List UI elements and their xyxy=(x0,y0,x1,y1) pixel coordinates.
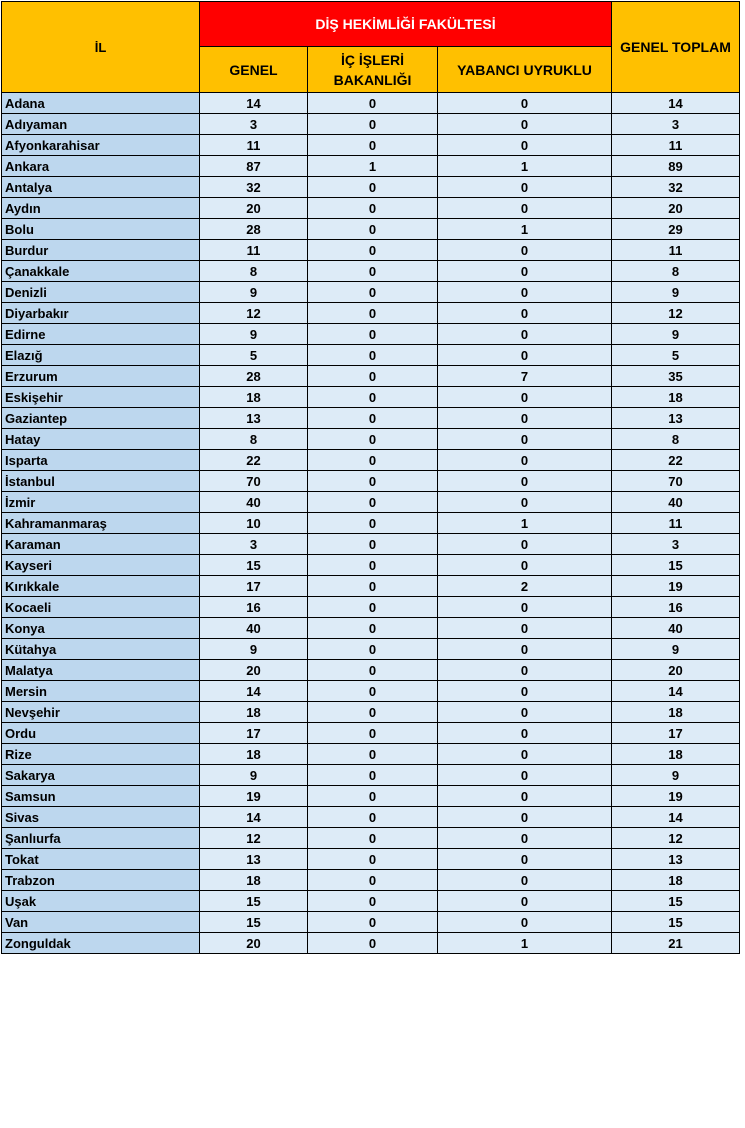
city-cell: Kayseri xyxy=(2,555,200,576)
yabanci-cell: 0 xyxy=(438,93,612,114)
genel-cell: 12 xyxy=(200,828,308,849)
genel-cell: 11 xyxy=(200,135,308,156)
table-row xyxy=(2,240,740,261)
genel-cell: 3 xyxy=(200,534,308,555)
ic-isleri-cell: 0 xyxy=(308,870,438,891)
yabanci-cell: 0 xyxy=(438,828,612,849)
ic-isleri-cell: 0 xyxy=(308,744,438,765)
genel-cell: 15 xyxy=(200,555,308,576)
genel-cell: 13 xyxy=(200,408,308,429)
yabanci-cell: 0 xyxy=(438,471,612,492)
genel-toplam-cell: 15 xyxy=(612,555,740,576)
yabanci-cell: 0 xyxy=(438,324,612,345)
genel-toplam-cell: 40 xyxy=(612,492,740,513)
table-row xyxy=(2,807,740,828)
table-row xyxy=(2,891,740,912)
city-cell: Karaman xyxy=(2,534,200,555)
genel-cell: 32 xyxy=(200,177,308,198)
table-row xyxy=(2,660,740,681)
genel-toplam-cell: 18 xyxy=(612,870,740,891)
genel-cell: 20 xyxy=(200,660,308,681)
genel-cell: 5 xyxy=(200,345,308,366)
ic-isleri-cell: 0 xyxy=(308,828,438,849)
city-cell: Ankara xyxy=(2,156,200,177)
yabanci-cell: 0 xyxy=(438,492,612,513)
genel-toplam-cell: 14 xyxy=(612,681,740,702)
city-cell: Şanlıurfa xyxy=(2,828,200,849)
city-cell: Burdur xyxy=(2,240,200,261)
genel-toplam-cell: 12 xyxy=(612,828,740,849)
genel-cell: 11 xyxy=(200,240,308,261)
city-cell: Trabzon xyxy=(2,870,200,891)
table-row xyxy=(2,114,740,135)
table-body xyxy=(2,93,740,954)
city-cell: Kahramanmaraş xyxy=(2,513,200,534)
city-cell: Afyonkarahisar xyxy=(2,135,200,156)
city-cell: Eskişehir xyxy=(2,387,200,408)
genel-cell: 40 xyxy=(200,492,308,513)
ic-isleri-cell: 0 xyxy=(308,282,438,303)
header-yabanci: YABANCI UYRUKLU xyxy=(438,47,612,93)
table-row xyxy=(2,681,740,702)
genel-cell: 14 xyxy=(200,93,308,114)
ic-isleri-cell: 0 xyxy=(308,534,438,555)
city-cell: Sivas xyxy=(2,807,200,828)
ic-isleri-cell: 1 xyxy=(308,156,438,177)
genel-toplam-cell: 40 xyxy=(612,618,740,639)
genel-cell: 28 xyxy=(200,366,308,387)
yabanci-cell: 0 xyxy=(438,114,612,135)
table-row xyxy=(2,156,740,177)
yabanci-cell: 0 xyxy=(438,450,612,471)
yabanci-cell: 1 xyxy=(438,513,612,534)
table-row xyxy=(2,744,740,765)
yabanci-cell: 0 xyxy=(438,849,612,870)
table-row xyxy=(2,870,740,891)
yabanci-cell: 0 xyxy=(438,681,612,702)
ic-isleri-cell: 0 xyxy=(308,303,438,324)
city-cell: Edirne xyxy=(2,324,200,345)
table-row xyxy=(2,933,740,954)
genel-toplam-cell: 9 xyxy=(612,639,740,660)
ic-isleri-cell: 0 xyxy=(308,807,438,828)
ic-isleri-cell: 0 xyxy=(308,240,438,261)
genel-toplam-cell: 11 xyxy=(612,240,740,261)
genel-toplam-cell: 12 xyxy=(612,303,740,324)
ic-isleri-cell: 0 xyxy=(308,660,438,681)
ic-isleri-cell: 0 xyxy=(308,723,438,744)
ic-isleri-cell: 0 xyxy=(308,576,438,597)
ic-isleri-cell: 0 xyxy=(308,933,438,954)
genel-cell: 10 xyxy=(200,513,308,534)
table-row xyxy=(2,198,740,219)
table-row xyxy=(2,303,740,324)
yabanci-cell: 0 xyxy=(438,345,612,366)
table-row xyxy=(2,513,740,534)
genel-toplam-cell: 8 xyxy=(612,261,740,282)
ic-isleri-cell: 0 xyxy=(308,261,438,282)
ic-isleri-cell: 0 xyxy=(308,891,438,912)
genel-toplam-cell: 18 xyxy=(612,744,740,765)
city-cell: Tokat xyxy=(2,849,200,870)
table-row xyxy=(2,324,740,345)
city-cell: Nevşehir xyxy=(2,702,200,723)
city-cell: Sakarya xyxy=(2,765,200,786)
yabanci-cell: 0 xyxy=(438,912,612,933)
yabanci-cell: 0 xyxy=(438,660,612,681)
city-cell: Adıyaman xyxy=(2,114,200,135)
ic-isleri-cell: 0 xyxy=(308,786,438,807)
genel-toplam-cell: 32 xyxy=(612,177,740,198)
genel-cell: 9 xyxy=(200,765,308,786)
genel-toplam-cell: 16 xyxy=(612,597,740,618)
genel-toplam-cell: 89 xyxy=(612,156,740,177)
city-cell: Erzurum xyxy=(2,366,200,387)
header-faculty: DİŞ HEKİMLİĞİ FAKÜLTESİ xyxy=(200,2,612,47)
genel-cell: 12 xyxy=(200,303,308,324)
table-row xyxy=(2,135,740,156)
genel-toplam-cell: 20 xyxy=(612,660,740,681)
table-row xyxy=(2,282,740,303)
genel-cell: 20 xyxy=(200,198,308,219)
yabanci-cell: 1 xyxy=(438,156,612,177)
genel-cell: 13 xyxy=(200,849,308,870)
header-ic-isleri: İÇ İŞLERİ BAKANLIĞI xyxy=(308,47,438,93)
yabanci-cell: 0 xyxy=(438,807,612,828)
ic-isleri-cell: 0 xyxy=(308,366,438,387)
table-row xyxy=(2,555,740,576)
table-row xyxy=(2,765,740,786)
genel-cell: 70 xyxy=(200,471,308,492)
genel-toplam-cell: 21 xyxy=(612,933,740,954)
ic-isleri-cell: 0 xyxy=(308,450,438,471)
table-row xyxy=(2,366,740,387)
header-genel-toplam: GENEL TOPLAM xyxy=(612,2,740,93)
city-cell: Adana xyxy=(2,93,200,114)
ic-isleri-cell: 0 xyxy=(308,177,438,198)
genel-toplam-cell: 18 xyxy=(612,387,740,408)
table-row xyxy=(2,786,740,807)
genel-cell: 28 xyxy=(200,219,308,240)
ic-isleri-cell: 0 xyxy=(308,345,438,366)
yabanci-cell: 0 xyxy=(438,303,612,324)
table-row xyxy=(2,219,740,240)
header-il: İL xyxy=(2,2,200,93)
ic-isleri-cell: 0 xyxy=(308,681,438,702)
genel-toplam-cell: 15 xyxy=(612,912,740,933)
table-row xyxy=(2,177,740,198)
yabanci-cell: 0 xyxy=(438,198,612,219)
genel-toplam-cell: 13 xyxy=(612,849,740,870)
genel-toplam-cell: 11 xyxy=(612,513,740,534)
genel-cell: 9 xyxy=(200,324,308,345)
city-cell: İzmir xyxy=(2,492,200,513)
yabanci-cell: 0 xyxy=(438,261,612,282)
genel-toplam-cell: 3 xyxy=(612,534,740,555)
city-cell: Samsun xyxy=(2,786,200,807)
yabanci-cell: 0 xyxy=(438,639,612,660)
table-row xyxy=(2,534,740,555)
ic-isleri-cell: 0 xyxy=(308,912,438,933)
genel-cell: 15 xyxy=(200,912,308,933)
ic-isleri-cell: 0 xyxy=(308,597,438,618)
city-cell: Ordu xyxy=(2,723,200,744)
dental-faculty-table xyxy=(1,1,740,954)
yabanci-cell: 0 xyxy=(438,702,612,723)
ic-isleri-cell: 0 xyxy=(308,135,438,156)
yabanci-cell: 0 xyxy=(438,765,612,786)
genel-cell: 8 xyxy=(200,429,308,450)
city-cell: Van xyxy=(2,912,200,933)
genel-toplam-cell: 3 xyxy=(612,114,740,135)
genel-cell: 18 xyxy=(200,702,308,723)
genel-toplam-cell: 14 xyxy=(612,93,740,114)
genel-toplam-cell: 20 xyxy=(612,198,740,219)
yabanci-cell: 0 xyxy=(438,723,612,744)
genel-toplam-cell: 9 xyxy=(612,324,740,345)
genel-toplam-cell: 9 xyxy=(612,282,740,303)
table-row xyxy=(2,387,740,408)
ic-isleri-cell: 0 xyxy=(308,387,438,408)
ic-isleri-cell: 0 xyxy=(308,219,438,240)
genel-cell: 14 xyxy=(200,807,308,828)
header-genel: GENEL xyxy=(200,47,308,93)
genel-toplam-cell: 5 xyxy=(612,345,740,366)
ic-isleri-cell: 0 xyxy=(308,702,438,723)
ic-isleri-cell: 0 xyxy=(308,492,438,513)
city-cell: Çanakkale xyxy=(2,261,200,282)
yabanci-cell: 0 xyxy=(438,786,612,807)
ic-isleri-cell: 0 xyxy=(308,765,438,786)
city-cell: Bolu xyxy=(2,219,200,240)
ic-isleri-cell: 0 xyxy=(308,429,438,450)
yabanci-cell: 7 xyxy=(438,366,612,387)
table-row xyxy=(2,618,740,639)
genel-cell: 16 xyxy=(200,597,308,618)
genel-toplam-cell: 29 xyxy=(612,219,740,240)
city-cell: Mersin xyxy=(2,681,200,702)
ic-isleri-cell: 0 xyxy=(308,849,438,870)
yabanci-cell: 0 xyxy=(438,387,612,408)
genel-toplam-cell: 13 xyxy=(612,408,740,429)
table-row xyxy=(2,723,740,744)
yabanci-cell: 0 xyxy=(438,240,612,261)
city-cell: Diyarbakır xyxy=(2,303,200,324)
genel-cell: 8 xyxy=(200,261,308,282)
genel-cell: 14 xyxy=(200,681,308,702)
yabanci-cell: 0 xyxy=(438,534,612,555)
table-row xyxy=(2,408,740,429)
yabanci-cell: 0 xyxy=(438,555,612,576)
table-row xyxy=(2,828,740,849)
ic-isleri-cell: 0 xyxy=(308,639,438,660)
yabanci-cell: 0 xyxy=(438,135,612,156)
table-row xyxy=(2,345,740,366)
yabanci-cell: 0 xyxy=(438,282,612,303)
yabanci-cell: 2 xyxy=(438,576,612,597)
table-row xyxy=(2,639,740,660)
genel-cell: 9 xyxy=(200,639,308,660)
table-row xyxy=(2,849,740,870)
table-row xyxy=(2,429,740,450)
genel-cell: 87 xyxy=(200,156,308,177)
ic-isleri-cell: 0 xyxy=(308,114,438,135)
city-cell: Kırıkkale xyxy=(2,576,200,597)
table-row xyxy=(2,576,740,597)
yabanci-cell: 1 xyxy=(438,219,612,240)
city-cell: Isparta xyxy=(2,450,200,471)
genel-cell: 18 xyxy=(200,870,308,891)
table-row xyxy=(2,492,740,513)
ic-isleri-cell: 0 xyxy=(308,324,438,345)
city-cell: İstanbul xyxy=(2,471,200,492)
city-cell: Antalya xyxy=(2,177,200,198)
table-row xyxy=(2,912,740,933)
genel-cell: 3 xyxy=(200,114,308,135)
city-cell: Kütahya xyxy=(2,639,200,660)
city-cell: Uşak xyxy=(2,891,200,912)
table-row xyxy=(2,450,740,471)
genel-cell: 18 xyxy=(200,387,308,408)
city-cell: Kocaeli xyxy=(2,597,200,618)
yabanci-cell: 0 xyxy=(438,744,612,765)
city-cell: Rize xyxy=(2,744,200,765)
genel-toplam-cell: 8 xyxy=(612,429,740,450)
genel-toplam-cell: 17 xyxy=(612,723,740,744)
genel-toplam-cell: 14 xyxy=(612,807,740,828)
city-cell: Gaziantep xyxy=(2,408,200,429)
genel-toplam-cell: 15 xyxy=(612,891,740,912)
yabanci-cell: 0 xyxy=(438,177,612,198)
genel-cell: 40 xyxy=(200,618,308,639)
city-cell: Konya xyxy=(2,618,200,639)
yabanci-cell: 0 xyxy=(438,597,612,618)
genel-toplam-cell: 35 xyxy=(612,366,740,387)
genel-toplam-cell: 19 xyxy=(612,786,740,807)
ic-isleri-cell: 0 xyxy=(308,513,438,534)
genel-toplam-cell: 22 xyxy=(612,450,740,471)
city-cell: Hatay xyxy=(2,429,200,450)
ic-isleri-cell: 0 xyxy=(308,198,438,219)
yabanci-cell: 0 xyxy=(438,891,612,912)
yabanci-cell: 0 xyxy=(438,870,612,891)
yabanci-cell: 0 xyxy=(438,618,612,639)
genel-cell: 20 xyxy=(200,933,308,954)
genel-toplam-cell: 70 xyxy=(612,471,740,492)
genel-cell: 17 xyxy=(200,576,308,597)
table-row xyxy=(2,93,740,114)
yabanci-cell: 0 xyxy=(438,429,612,450)
table-row xyxy=(2,702,740,723)
ic-isleri-cell: 0 xyxy=(308,618,438,639)
yabanci-cell: 0 xyxy=(438,408,612,429)
genel-cell: 9 xyxy=(200,282,308,303)
city-cell: Aydın xyxy=(2,198,200,219)
city-cell: Elazığ xyxy=(2,345,200,366)
genel-toplam-cell: 19 xyxy=(612,576,740,597)
city-cell: Malatya xyxy=(2,660,200,681)
table-row xyxy=(2,261,740,282)
ic-isleri-cell: 0 xyxy=(308,93,438,114)
genel-cell: 18 xyxy=(200,744,308,765)
genel-cell: 22 xyxy=(200,450,308,471)
city-cell: Zonguldak xyxy=(2,933,200,954)
genel-cell: 19 xyxy=(200,786,308,807)
yabanci-cell: 1 xyxy=(438,933,612,954)
genel-cell: 15 xyxy=(200,891,308,912)
ic-isleri-cell: 0 xyxy=(308,471,438,492)
genel-toplam-cell: 9 xyxy=(612,765,740,786)
genel-toplam-cell: 18 xyxy=(612,702,740,723)
ic-isleri-cell: 0 xyxy=(308,555,438,576)
ic-isleri-cell: 0 xyxy=(308,408,438,429)
table-row xyxy=(2,471,740,492)
genel-cell: 17 xyxy=(200,723,308,744)
table-row xyxy=(2,597,740,618)
city-cell: Denizli xyxy=(2,282,200,303)
genel-toplam-cell: 11 xyxy=(612,135,740,156)
